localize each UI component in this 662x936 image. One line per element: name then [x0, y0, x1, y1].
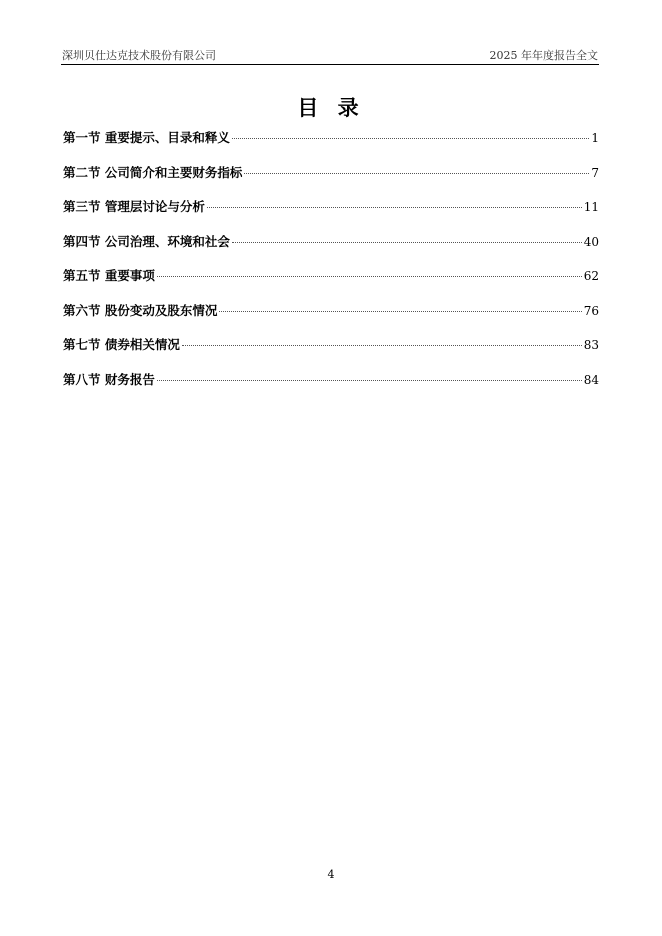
toc-entry-page: 40	[583, 234, 599, 249]
toc-entry-label: 第六节 股份变动及股东情况	[63, 302, 218, 318]
toc-leader-dots	[219, 311, 581, 312]
toc-entry[interactable]	[63, 128, 599, 163]
toc-entry-page: 84	[583, 372, 599, 387]
toc-entry-page: 76	[583, 303, 599, 318]
toc-entry[interactable]	[63, 266, 599, 301]
page-number: 4	[327, 868, 335, 881]
toc-leader-dots	[157, 276, 582, 277]
toc-entry[interactable]	[63, 163, 599, 198]
toc-entry-label: 第一节 重要提示、目录和释义	[63, 130, 230, 145]
toc-leader-dots	[244, 173, 589, 174]
page-title: 目 录	[297, 96, 365, 120]
toc-entry[interactable]	[63, 335, 599, 370]
toc-entry-label: 第二节 公司简介和主要财务指标	[63, 164, 243, 180]
toc-entry-label: 第八节 财务报告	[63, 371, 155, 387]
toc-entry-page: 62	[583, 269, 599, 283]
toc-entry[interactable]	[63, 232, 599, 267]
header-company-name: 深圳贝仕达克技术股份有限公司	[62, 49, 216, 62]
toc-leader-dots	[157, 380, 582, 381]
toc-entry[interactable]	[63, 370, 599, 405]
toc-entry[interactable]	[63, 197, 599, 232]
toc-entry-label: 第五节 重要事项	[63, 268, 155, 283]
toc-entry-page: 11	[583, 200, 599, 214]
toc-leader-dots	[232, 242, 582, 243]
table-of-contents	[63, 128, 599, 404]
header-report-title: 2025 年年度报告全文	[489, 49, 598, 62]
toc-entry-page: 83	[583, 338, 599, 352]
toc-entry-label: 第四节 公司治理、环境和社会	[63, 233, 230, 249]
toc-leader-dots	[182, 345, 582, 346]
toc-leader-dots	[232, 138, 589, 139]
toc-entry[interactable]	[63, 301, 599, 336]
toc-entry-label: 第七节 债券相关情况	[63, 337, 180, 352]
page-header	[61, 44, 599, 65]
toc-entry-label: 第三节 管理层讨论与分析	[63, 199, 205, 214]
toc-entry-page: 1	[591, 131, 599, 145]
toc-leader-dots	[207, 207, 582, 208]
toc-entry-page: 7	[591, 165, 599, 180]
